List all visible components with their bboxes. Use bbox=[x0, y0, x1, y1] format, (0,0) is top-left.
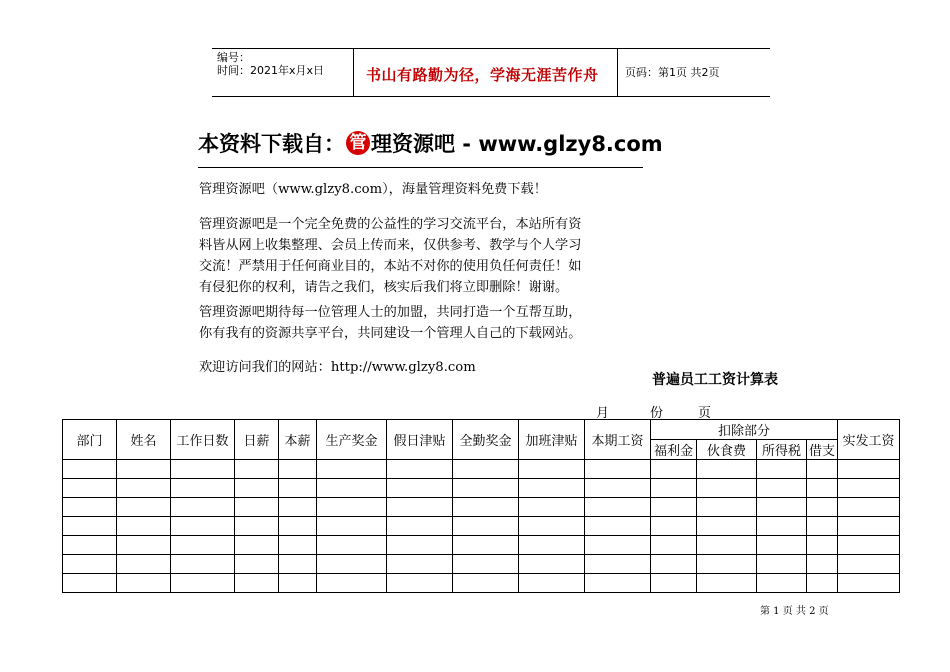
table-cell bbox=[585, 536, 651, 555]
table-cell bbox=[117, 555, 171, 574]
table-row bbox=[63, 574, 900, 593]
intro-paragraph-2-line: 有侵犯你的权利，请告之我们，核实后我们将立即删除！谢谢。 bbox=[199, 280, 569, 295]
table-cell bbox=[387, 555, 453, 574]
header-page-label: 页码：第1页 共2页 bbox=[625, 66, 720, 79]
table-cell bbox=[519, 479, 585, 498]
table-cell bbox=[387, 460, 453, 479]
table-cell bbox=[317, 574, 387, 593]
table-cell bbox=[63, 574, 117, 593]
table-cell bbox=[838, 498, 900, 517]
table-cell bbox=[838, 479, 900, 498]
table-cell bbox=[697, 555, 757, 574]
table-cell bbox=[697, 517, 757, 536]
table-cell bbox=[171, 536, 235, 555]
table-cell bbox=[807, 460, 838, 479]
table-cell bbox=[651, 536, 697, 555]
table-row bbox=[63, 555, 900, 574]
table-cell bbox=[838, 555, 900, 574]
table-cell bbox=[279, 479, 317, 498]
table-cell bbox=[171, 574, 235, 593]
table-cell bbox=[757, 479, 807, 498]
table-cell bbox=[585, 555, 651, 574]
doc-number-label: 编号： bbox=[217, 51, 250, 64]
table-cell bbox=[519, 574, 585, 593]
table-cell bbox=[757, 555, 807, 574]
table-cell bbox=[453, 498, 519, 517]
table-cell bbox=[279, 498, 317, 517]
table-cell bbox=[63, 460, 117, 479]
table-cell bbox=[807, 555, 838, 574]
table-cell bbox=[387, 574, 453, 593]
table-cell bbox=[453, 536, 519, 555]
intro-paragraph-3-line: 你有我有的资源共享平台，共同建设一个管理人自己的下载网站。 bbox=[199, 326, 582, 341]
table-cell bbox=[807, 574, 838, 593]
table-cell bbox=[697, 536, 757, 555]
header-deductions-group: 扣除部分 bbox=[651, 420, 838, 440]
table-cell bbox=[519, 555, 585, 574]
table-cell bbox=[838, 517, 900, 536]
table-cell bbox=[387, 517, 453, 536]
table-cell bbox=[453, 555, 519, 574]
table-cell bbox=[757, 498, 807, 517]
table-cell bbox=[117, 517, 171, 536]
month-label: 页 bbox=[698, 406, 712, 421]
header-production-bonus: 生产奖金 bbox=[317, 420, 387, 460]
table-row bbox=[63, 498, 900, 517]
table-cell bbox=[585, 574, 651, 593]
table-cell bbox=[585, 498, 651, 517]
header-daily-wage: 日薪 bbox=[235, 420, 279, 460]
header-period-pay: 本期工资 bbox=[585, 420, 651, 460]
header-divider bbox=[617, 48, 618, 96]
table-cell bbox=[757, 517, 807, 536]
table-cell bbox=[63, 479, 117, 498]
table-cell bbox=[171, 498, 235, 517]
table-cell bbox=[387, 479, 453, 498]
header-work-days: 工作日数 bbox=[171, 420, 235, 460]
header-attendance-bonus: 全勤奖金 bbox=[453, 420, 519, 460]
table-cell bbox=[807, 517, 838, 536]
intro-paragraph-3-line: 管理资源吧期待每一位管理人士的加盟，共同打造一个互帮互助， bbox=[199, 305, 582, 320]
table-row bbox=[63, 517, 900, 536]
header-slogan: 书山有路勤为径，学海无涯苦作舟 bbox=[366, 66, 599, 84]
table-cell bbox=[387, 536, 453, 555]
header-net-pay: 实发工资 bbox=[838, 420, 900, 460]
table-row bbox=[63, 460, 900, 479]
table-cell bbox=[651, 555, 697, 574]
table-cell bbox=[117, 460, 171, 479]
intro-paragraph-2-line: 管理资源吧是一个完全免费的公益性的学习交流平台，本站所有资 bbox=[199, 217, 582, 232]
download-banner bbox=[198, 128, 663, 158]
table-cell bbox=[807, 498, 838, 517]
table-cell bbox=[651, 460, 697, 479]
header-advance: 借支 bbox=[807, 440, 838, 460]
header-welfare-fund: 福利金 bbox=[651, 440, 697, 460]
month-label: 月 bbox=[596, 406, 610, 421]
table-cell bbox=[171, 517, 235, 536]
table-row bbox=[63, 479, 900, 498]
table-cell bbox=[697, 498, 757, 517]
table-cell bbox=[235, 555, 279, 574]
table-cell bbox=[279, 536, 317, 555]
table-cell bbox=[63, 536, 117, 555]
header-overtime-allowance: 加班津贴 bbox=[519, 420, 585, 460]
table-cell bbox=[387, 498, 453, 517]
table-cell bbox=[838, 460, 900, 479]
table-cell bbox=[651, 498, 697, 517]
table-cell bbox=[807, 479, 838, 498]
table-cell bbox=[235, 460, 279, 479]
table-cell bbox=[697, 574, 757, 593]
table-cell bbox=[235, 517, 279, 536]
table-cell bbox=[838, 536, 900, 555]
table-title: 普遍员工工资计算表 bbox=[652, 372, 778, 388]
banner-site-name: 理资源吧 - www.glzy8.com bbox=[371, 132, 663, 156]
header-top-rule bbox=[212, 48, 770, 49]
table-cell bbox=[317, 460, 387, 479]
table-cell bbox=[117, 574, 171, 593]
table-cell bbox=[317, 555, 387, 574]
intro-paragraph-2-line: 料皆从网上收集整理、会员上传而来，仅供参考、教学与个人学习 bbox=[199, 238, 582, 253]
table-cell bbox=[171, 479, 235, 498]
table-cell bbox=[317, 517, 387, 536]
header-base-pay: 本薪 bbox=[279, 420, 317, 460]
banner-rule bbox=[198, 167, 643, 168]
header-bottom-rule bbox=[212, 96, 770, 97]
month-label: 份 bbox=[650, 406, 664, 421]
table-cell bbox=[453, 574, 519, 593]
table-cell bbox=[757, 536, 807, 555]
table-cell bbox=[279, 517, 317, 536]
wage-table bbox=[62, 419, 900, 593]
table-cell bbox=[757, 460, 807, 479]
header-holiday-allowance: 假日津贴 bbox=[387, 420, 453, 460]
table-cell bbox=[651, 479, 697, 498]
header-meal-fee: 伙食费 bbox=[697, 440, 757, 460]
table-cell bbox=[651, 517, 697, 536]
intro-paragraph-1: 管理资源吧（www.glzy8.com），海量管理资料免费下载！ bbox=[199, 182, 547, 197]
table-cell bbox=[807, 536, 838, 555]
table-cell bbox=[757, 574, 807, 593]
table-cell bbox=[585, 479, 651, 498]
intro-paragraph-2-line: 交流！严禁用于任何商业目的，本站不对你的使用负任何责任！如 bbox=[199, 259, 582, 274]
table-cell bbox=[235, 479, 279, 498]
table-cell bbox=[279, 555, 317, 574]
header-name: 姓名 bbox=[117, 420, 171, 460]
table-cell bbox=[235, 536, 279, 555]
table-cell bbox=[317, 536, 387, 555]
table-cell bbox=[279, 460, 317, 479]
wage-table-body bbox=[63, 460, 900, 593]
table-cell bbox=[453, 460, 519, 479]
page-footer: 第 1 页 共 2 页 bbox=[760, 606, 829, 617]
table-cell bbox=[63, 517, 117, 536]
table-cell bbox=[519, 498, 585, 517]
doc-time-label: 时间：2021年x月x日 bbox=[217, 64, 325, 77]
table-cell bbox=[651, 574, 697, 593]
site-logo-icon: 管 bbox=[346, 131, 370, 155]
table-cell bbox=[838, 574, 900, 593]
website-link-text: 欢迎访问我们的网站：http://www.glzy8.com bbox=[199, 360, 476, 375]
table-cell bbox=[697, 479, 757, 498]
table-cell bbox=[63, 498, 117, 517]
banner-prefix: 本资料下载自： bbox=[198, 132, 345, 156]
table-cell bbox=[235, 498, 279, 517]
table-cell bbox=[171, 460, 235, 479]
table-cell bbox=[453, 517, 519, 536]
table-cell bbox=[585, 460, 651, 479]
table-row bbox=[63, 536, 900, 555]
table-cell bbox=[585, 517, 651, 536]
table-cell bbox=[171, 555, 235, 574]
table-cell bbox=[63, 555, 117, 574]
table-cell bbox=[519, 460, 585, 479]
table-cell bbox=[235, 574, 279, 593]
header-income-tax: 所得税 bbox=[757, 440, 807, 460]
header-department: 部门 bbox=[63, 420, 117, 460]
table-cell bbox=[117, 479, 171, 498]
table-cell bbox=[519, 536, 585, 555]
table-cell bbox=[279, 574, 317, 593]
table-cell bbox=[453, 479, 519, 498]
header-divider bbox=[353, 48, 354, 96]
table-cell bbox=[117, 498, 171, 517]
table-cell bbox=[697, 460, 757, 479]
table-cell bbox=[317, 479, 387, 498]
table-cell bbox=[317, 498, 387, 517]
table-cell bbox=[519, 517, 585, 536]
table-cell bbox=[117, 536, 171, 555]
